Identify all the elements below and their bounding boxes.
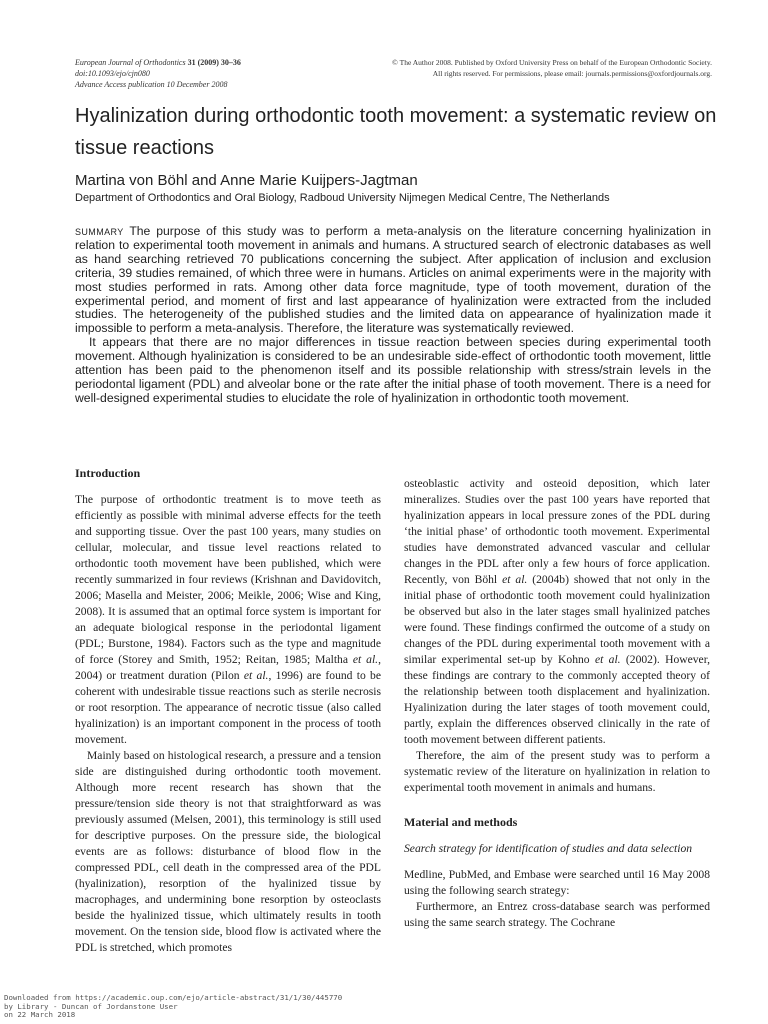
summary-paragraph-1 xyxy=(75,225,711,336)
article-title: Hyalinization during orthodontic tooth movement: a systematic review on tissue reactions xyxy=(75,105,717,159)
intro-paragraph-3: osteoblastic activity and osteoid deposition, which later mineralizes. Studies over the past 100 years have reported that hyalinization appears in local pressure zones of the PDL during ‘the initial phase’ of orthodontic tooth movement. Experimental studies have demonstrated advanced vascular and cellular changes in the PDL after only a few hours of force application. Recently, von Böhl et al. (2004b) showed that not only in the initial phase of orthodontic tooth movement could hyalinization be observed but also in the later stages small hyalinized patches were found. These findings confirmed the outcome of a study on changes of the PDL during experimental tooth movement with a similar experimental set-up by Kohno et al. (2002). However, these findings are contrary to the commonly accepted theory of the relationship between tooth displacement and hyalinization. Hyalinization during the later stages of tooth movement could, partly, explain the differences observed clinically in the rate of tooth movement between different patients. xyxy=(404,477,711,746)
summary-text-1: The purpose of this study was to perform a meta-analysis on the literature concerning hyalinization in relation to experimental tooth movement in animals and humans. A structured search of electronic databases as well as hand searching retrieved 70 publications concerning the subject. After application of inclusion and exclusion criteria, 39 studies remained, of which three were in humans. Articles on animal experiments were in the majority with most studies performed in rats. Among other data force magnitude, type of tooth movement, duration of the experimental period, and moment of first and last appearance of hyalinization were extracted from the included studies. The heterogeneity of the published studies and the limited data on appearance of hyalinization made it impossible to perform a meta-analysis. Therefore, the literature was systematically reviewed. xyxy=(75,224,711,336)
doi: doi:10.1093/ejo/cjn080 xyxy=(75,69,150,78)
abstract-summary xyxy=(75,225,711,406)
methods-paragraph-2: Furthermore, an Entrez cross-database search was performed using the same search strategy. The Cochrane xyxy=(404,900,710,929)
copyright-line-1: © The Author 2008. Published by Oxford University Press on behalf of the European Orthodontic Society. xyxy=(392,58,712,67)
author-affiliation: Department of Orthodontics and Oral Biology, Radboud University Nijmegen Medical Centre, The Netherlands xyxy=(75,192,610,204)
volume-info: 31 (2009) 30–36 xyxy=(187,58,241,67)
footer-line-3: on 22 March 2018 xyxy=(4,1010,76,1020)
footer-line-1: Downloaded from https://academic.oup.com/ejo/article-abstract/31/1/30/445770 xyxy=(4,993,343,1002)
summary-paragraph-2: It appears that there are no major differences in tissue reaction between species during experimental tooth movement. Although hyalinization is considered to be an undesirable side-effect of orthodontic tooth movement, little attention has been paid to the phenomenon itself and its possible relationship with stress/strain levels in the periodontal ligament (PDL) and alveolar bone or the rate after the initial phase of tooth movement. There is a need for well-designed experimental studies to elucidate the role of hyalinization in orthodontic tooth movement. xyxy=(75,335,711,405)
spacer xyxy=(404,796,710,814)
intro-paragraph-2: Mainly based on histological research, a pressure and a tension side are distinguished during orthodontic tooth movement. Although more recent research has shown that the pressure/tension side theory is not that straightforward as was previously assumed (Melsen, 2001), this terminology is still used for descriptive purposes. On the pressure side, the biological events are as follows: disturbance of blood flow in the compressed PDL, cell death in the compressed area of the PDL (hyalinization), resorption of the hyalinized tissue by macrophages, and undermining bone resorption by osteoclasts beside the hyalinized tissue, which ultimately results in tooth movement. On the tension side, blood flow is activated where the PDL is stretched, which promotes xyxy=(75,749,381,954)
methods-heading: Material and methods xyxy=(404,815,518,829)
intro-paragraph-1: The purpose of orthodontic treatment is to move teeth as efficiently as possible with minimal adverse effects for the teeth and supporting tissue. Over the past 100 years, many studies on cellular, molecular, and tissue level reactions related to orthodontic tooth movement have been published, which were recently summarized in four reviews (Krishnan and Davidovitch, 2006; Masella and Meister, 2006; Meikle, 2006; Wise and King, 2008). It is assumed that an optimal force system is important for an adequate biological response in the periodontal ligament (PDL; Burstone, 1984). Factors such as the type and magnitude of force (Storey and Smith, 1952; Reitan, 1985; Maltha et al., 2004) or treatment duration (Pilon et al., 1996) are found to be coherent with undesirable tissue reactions such as sterile necrosis or root resorption. The appearance of necrotic tissue (also called hyalinization) is an important component in the process of tooth movement. xyxy=(75,493,381,746)
methods-paragraph-1: Medline, PubMed, and Embase were searched until 16 May 2008 using the following search strategy: xyxy=(404,868,710,897)
journal-meta xyxy=(75,57,375,90)
intro-paragraph-4: Therefore, the aim of the present study was to perform a systematic review of the literature on hyalinization in relation to experimental tooth movement in animals and humans. xyxy=(404,749,710,794)
footer-line-2: by Library - Duncan of Jordanstone User xyxy=(4,1001,178,1011)
copyright-notice xyxy=(332,57,712,79)
advance-access-note: Advance Access publication 10 December 2008 xyxy=(75,80,228,89)
journal-name: European Journal of Orthodontics xyxy=(75,58,186,67)
search-strategy-subheading: Search strategy for identification of studies and data selection xyxy=(404,842,693,855)
left-column xyxy=(75,465,381,956)
copyright-line-2: All rights reserved. For permissions, please email: journals.permissions@oxfordjournals.org. xyxy=(432,69,712,78)
download-footer xyxy=(4,994,364,1020)
article-authors: Martina von Böhl and Anne Marie Kuijpers-Jagtman xyxy=(75,172,418,189)
summary-label: summary xyxy=(75,224,124,238)
introduction-heading: Introduction xyxy=(75,466,141,480)
right-column xyxy=(404,476,710,931)
